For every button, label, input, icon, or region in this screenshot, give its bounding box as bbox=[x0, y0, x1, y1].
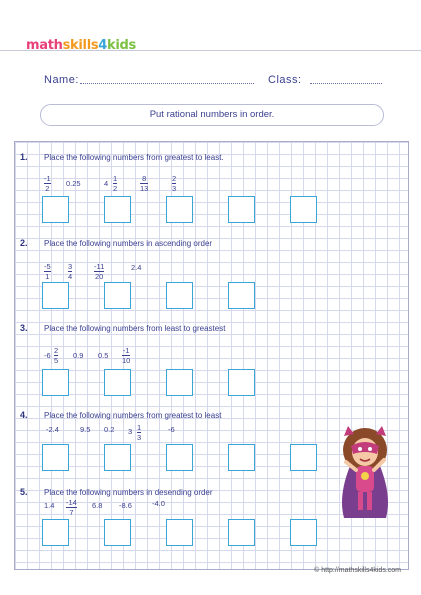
answer-box[interactable] bbox=[166, 196, 193, 223]
number-value: 0.2 bbox=[104, 425, 115, 434]
logo-text-math: math bbox=[26, 38, 63, 53]
number-whole: 4 bbox=[104, 179, 109, 188]
answer-box[interactable] bbox=[228, 519, 255, 546]
fraction: 2 5 bbox=[54, 346, 59, 365]
name-label: Name: bbox=[44, 74, 79, 86]
worksheet-title: Put rational numbers in order. bbox=[40, 104, 384, 126]
answer-box[interactable] bbox=[166, 369, 193, 396]
question-number: 2. bbox=[20, 238, 28, 248]
question-prompt: Place the following numbers in desending order bbox=[44, 488, 213, 497]
number-value: 2.4 bbox=[131, 263, 142, 272]
answer-box[interactable] bbox=[104, 444, 131, 471]
answer-box[interactable] bbox=[42, 282, 69, 309]
fraction: 1 3 bbox=[137, 423, 142, 442]
question-number: 1. bbox=[20, 152, 28, 162]
question-number: 5. bbox=[20, 487, 28, 497]
number-value: 0.5 bbox=[98, 351, 109, 360]
logo-text-4: 4 bbox=[98, 38, 108, 53]
fraction: 8 13 bbox=[140, 174, 149, 193]
answer-box[interactable] bbox=[290, 519, 317, 546]
answer-box[interactable] bbox=[104, 282, 131, 309]
answer-box[interactable] bbox=[104, 369, 131, 396]
number-value: 9.5 bbox=[80, 425, 91, 434]
footer-url[interactable]: © http://mathskills4kids.com bbox=[314, 567, 401, 574]
fraction: 3 4 bbox=[68, 262, 73, 281]
fraction: -5 1 bbox=[44, 262, 51, 281]
fraction: 1 2 bbox=[113, 174, 118, 193]
fraction: -1 10 bbox=[122, 346, 131, 365]
number-whole: 3 bbox=[128, 427, 133, 436]
class-label: Class: bbox=[268, 74, 302, 86]
question-number: 4. bbox=[20, 410, 28, 420]
number-value: -8.6 bbox=[119, 501, 132, 510]
fraction: -1 2 bbox=[44, 174, 51, 193]
header-divider bbox=[0, 50, 421, 51]
answer-box[interactable] bbox=[166, 444, 193, 471]
number-value: 0.9 bbox=[73, 351, 84, 360]
answer-box[interactable] bbox=[290, 444, 317, 471]
answer-box[interactable] bbox=[228, 196, 255, 223]
answer-box[interactable] bbox=[228, 369, 255, 396]
number-value: 0.25 bbox=[66, 179, 81, 188]
question-prompt: Place the following numbers in ascending order bbox=[44, 239, 213, 248]
answer-box[interactable] bbox=[42, 196, 69, 223]
name-field[interactable] bbox=[80, 83, 254, 84]
number-whole: -6 bbox=[44, 351, 51, 360]
question-number: 3. bbox=[20, 323, 28, 333]
number-value: -2.4 bbox=[46, 425, 59, 434]
class-field[interactable] bbox=[310, 83, 382, 84]
question-prompt: Place the following numbers from greatest to least. bbox=[44, 153, 224, 162]
number-value: -4.0 bbox=[152, 499, 165, 508]
fraction: -11 20 bbox=[94, 262, 105, 281]
answer-box[interactable] bbox=[104, 519, 131, 546]
answer-box[interactable] bbox=[42, 444, 69, 471]
number-value: 1.4 bbox=[44, 501, 55, 510]
number-value: 6.8 bbox=[92, 501, 103, 510]
question-prompt: Place the following numbers from least to greastest bbox=[44, 324, 226, 333]
logo-text-skills: skills bbox=[62, 38, 99, 53]
answer-box[interactable] bbox=[166, 282, 193, 309]
fraction: 2 3 bbox=[172, 174, 177, 193]
answer-box[interactable] bbox=[42, 519, 69, 546]
number-value: -6 bbox=[168, 425, 175, 434]
answer-box[interactable] bbox=[228, 444, 255, 471]
fraction: -14 7 bbox=[66, 498, 77, 517]
answer-box[interactable] bbox=[104, 196, 131, 223]
answer-box[interactable] bbox=[290, 196, 317, 223]
answer-box[interactable] bbox=[228, 282, 255, 309]
answer-box[interactable] bbox=[166, 519, 193, 546]
superhero-girl-illustration bbox=[330, 426, 400, 522]
answer-box[interactable] bbox=[42, 369, 69, 396]
logo-text-kids: kids bbox=[107, 38, 136, 53]
question-prompt: Place the following numbers from greatest to least bbox=[44, 411, 222, 420]
